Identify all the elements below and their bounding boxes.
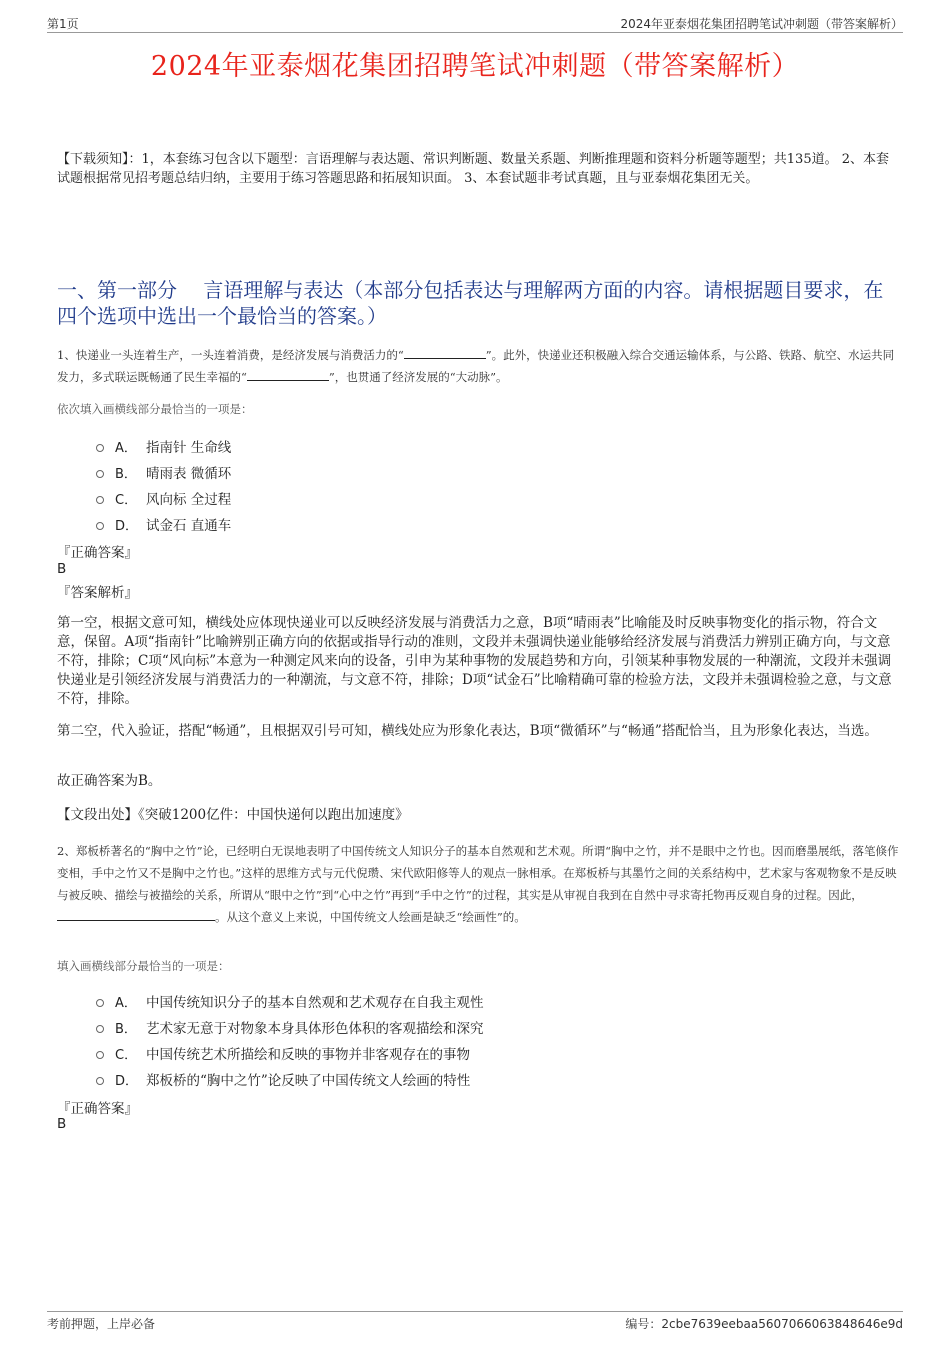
download-notice: 【下载须知】：1，本套练习包含以下题型：言语理解与表达题、常识判断题、数量关系题、判断推理题和资料分析题等题型；共135道。 2、本套试题根据常见招考题总结归纳，主要用于练习答题思路和拓展知识面。 3、本套试题非考试真题，且与亚泰烟花集团无关。 bbox=[57, 152, 889, 186]
q1-text-part1: 1、快递业一头连着生产，一头连着消费，是经济发展与消费活力的“ bbox=[57, 348, 404, 362]
q2-text-part2: 。从这个意义上来说，中国传统文人绘画是缺乏“绘画性”的。 bbox=[215, 910, 526, 924]
radio-icon[interactable] bbox=[96, 1025, 104, 1033]
q1-text-part3: ”，也贯通了经济发展的“大动脉”。 bbox=[328, 370, 508, 384]
q1-source: 【文段出处】《突破1200亿件：中国快递何以跑出加速度》 bbox=[57, 807, 409, 823]
q1-option-d[interactable]: D． 试金石 直通车 bbox=[96, 511, 231, 537]
q2-prompt: 填入画横线部分最恰当的一项是： bbox=[57, 959, 230, 973]
q2-answer: B bbox=[57, 1116, 67, 1132]
q1-conclusion: 故正确答案为B。 bbox=[57, 773, 162, 789]
q2-text-part1: 2、郑板桥著名的“胸中之竹”论，已经明白无误地表明了中国传统文人知识分子的基本自然观和艺术观。所谓“胸中之竹，并不是眼中之竹也。因而磨墨展纸，落笔倏作变相，手中之竹又不是胸中之竹也。”这样的思维方式与元代倪瓒、宋代欧阳修等人的观点一脉相承。在郑板桥与其墨竹之间的关系结构中，艺术家与客观物象不是反映与被反映、描绘与被描绘的关系，所谓从“眼中之竹”到“心中之竹”再到“手中之竹”的过程，其实是从审视自我到在自然中寻求寄托物再反观自身的过程。因此， bbox=[57, 844, 899, 902]
q1-option-a[interactable]: A． 指南针 生命线 bbox=[96, 433, 231, 459]
radio-icon[interactable] bbox=[96, 522, 104, 530]
q2-option-c[interactable]: C． 中国传统艺术所描绘和反映的事物并非客观存在的事物 bbox=[96, 1040, 484, 1066]
footer-slogan: 考前押题，上岸必备 bbox=[47, 1317, 156, 1331]
q2-options bbox=[96, 988, 484, 1092]
q1-option-c[interactable]: C． 风向标 全过程 bbox=[96, 485, 231, 511]
q2-option-b[interactable]: B． 艺术家无意于对物象本身具体形色体积的客观描绘和深究 bbox=[96, 1014, 484, 1040]
header-doc-title: 2024年亚泰烟花集团招聘笔试冲刺题（带答案解析） bbox=[620, 17, 903, 31]
q1-option-b[interactable]: B． 晴雨表 微循环 bbox=[96, 459, 231, 485]
radio-icon[interactable] bbox=[96, 470, 104, 478]
q2-option-d[interactable]: D． 郑板桥的“胸中之竹”论反映了中国传统文人绘画的特性 bbox=[96, 1066, 484, 1092]
page-header bbox=[47, 14, 903, 33]
q2-option-a[interactable]: A． 中国传统知识分子的基本自然观和艺术观存在自我主观性 bbox=[96, 988, 484, 1014]
radio-icon[interactable] bbox=[96, 444, 104, 452]
page-number: 第1页 bbox=[47, 17, 79, 31]
document-title: 2024年亚泰烟花集团招聘笔试冲刺题（带答案解析） bbox=[150, 51, 800, 82]
question-2-stem bbox=[57, 840, 899, 928]
q2-blank bbox=[57, 908, 215, 921]
q1-options bbox=[96, 433, 231, 537]
q1-answer-label: 『正确答案』 bbox=[57, 545, 138, 561]
q1-blank-2 bbox=[247, 368, 329, 381]
q1-analysis-paragraph-1: 第一空，根据文意可知，横线处应体现快递业可以反映经济发展与消费活力之意，B项“晴雨表”比喻能及时反映事物变化的指示物，符合文意，保留。A项“指南针”比喻辨别正确方向的依据或指导行动的准则，文段并未强调快递业能够给经济发展与消费活力辨别正确方向，与文意不符，排除；C项“风向标”本意为一种测定风来向的设备，引申为某种事物的发展趋势和方向，引领某种事物发展的一种潮流，文段并未强调快递业是引领经济发展与消费活力的一种潮流，与文意不符，排除；D项“试金石”比喻精确可靠的检验方法，文段并未强调检验之意，与文意不符，排除。 bbox=[57, 615, 892, 707]
question-1-stem bbox=[57, 344, 899, 388]
q1-analysis-paragraph-2: 第二空，代入验证，搭配“畅通”，且根据双引号可知，横线处应为形象化表达，B项“微循环”与“畅通”搭配恰当，且为形象化表达，当选。 bbox=[57, 723, 878, 739]
q1-prompt: 依次填入画横线部分最恰当的一项是： bbox=[57, 402, 253, 416]
q1-analysis-label: 『答案解析』 bbox=[57, 585, 138, 601]
radio-icon[interactable] bbox=[96, 1077, 104, 1085]
footer-code: 编号：2cbe7639eebaa5607066063848646e9d bbox=[625, 1317, 903, 1331]
page-footer bbox=[47, 1311, 903, 1332]
q2-answer-label: 『正确答案』 bbox=[57, 1101, 138, 1117]
radio-icon[interactable] bbox=[96, 496, 104, 504]
q1-text-part2: ”。此外，快递业还积极融入综合交通运输体系，与公路、铁路、航空、水运共同发力，多式联运既畅通了民生幸福的“ bbox=[57, 348, 895, 384]
q1-answer: B bbox=[57, 561, 67, 577]
radio-icon[interactable] bbox=[96, 1051, 104, 1059]
q1-blank-1 bbox=[404, 346, 486, 359]
radio-icon[interactable] bbox=[96, 999, 104, 1007]
section-heading: 一、第一部分 言语理解与表达（本部分包括表达与理解两方面的内容。请根据题目要求，在四个选项中选出一个最恰当的答案。） bbox=[57, 278, 884, 328]
